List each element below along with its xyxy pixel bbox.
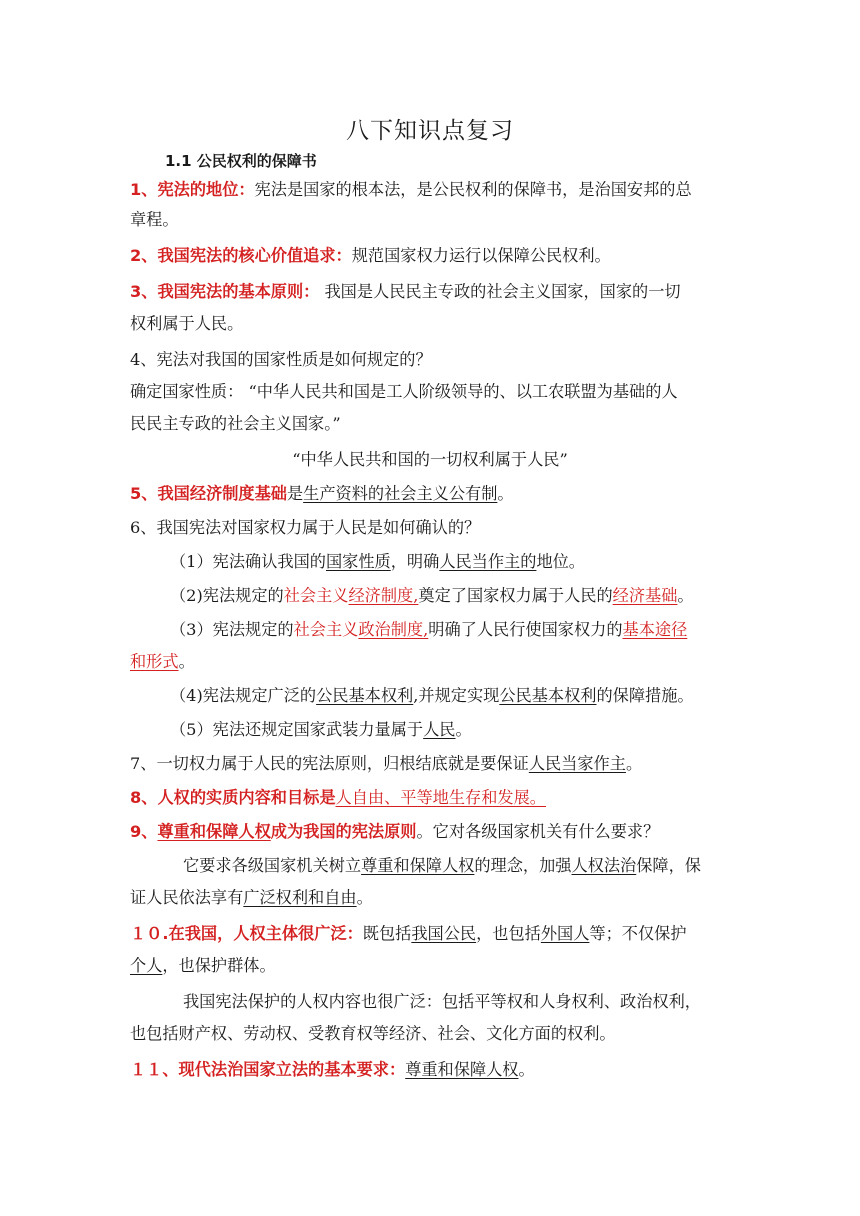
red-text: 社会主义 bbox=[293, 620, 359, 639]
text: 7、一切权力属于人民的宪法原则，归根结底就是要保证 bbox=[130, 754, 529, 773]
text: 。 bbox=[178, 652, 195, 671]
underlined-text: 个人 bbox=[130, 956, 163, 975]
red-underlined-text: 政治制度, bbox=[358, 620, 429, 639]
text: 。 bbox=[356, 888, 373, 907]
text-1: 宪法是国家的根本法，是公民权利的保障书，是治国安邦的总 bbox=[254, 180, 692, 199]
red-underlined-text: 经济基础 bbox=[612, 586, 678, 605]
heading-9-num: 9、 bbox=[130, 822, 158, 841]
heading-8: 8、人权的实质内容和目标是 bbox=[130, 788, 336, 807]
red-underlined-text: 基本途径 bbox=[622, 620, 688, 639]
underlined-text: 公民基本权利 bbox=[316, 686, 414, 705]
heading-2: 2、我国宪法的核心价值追求： bbox=[130, 246, 352, 265]
section-subtitle: 1.1 公民权利的保障书 bbox=[165, 152, 317, 170]
answer-9-line1 bbox=[183, 856, 793, 876]
paragraph-1 bbox=[130, 180, 740, 200]
text: 明确了人民行使国家权力的 bbox=[428, 620, 623, 639]
text: （1）宪法确认我国的 bbox=[170, 552, 326, 571]
answer-6-1 bbox=[170, 552, 780, 572]
text-5-underlined: 生产资料的社会主义公有制 bbox=[303, 484, 498, 503]
answer-6-3 bbox=[170, 620, 780, 640]
paragraph-10-cont bbox=[130, 956, 740, 976]
text: （3）宪法规定的 bbox=[170, 620, 294, 639]
heading-3: 3、我国宪法的基本原则： bbox=[130, 282, 320, 301]
text: ，也包括 bbox=[476, 924, 541, 943]
underlined-text: 广泛权利和自由 bbox=[243, 888, 357, 907]
text: ，也保护群体。 bbox=[162, 956, 276, 975]
text-5-end: 。 bbox=[497, 484, 514, 503]
underlined-text: 我国公民 bbox=[411, 924, 477, 943]
text-2: 规范国家权力运行以保障公民权利。 bbox=[351, 246, 611, 265]
question-6: 6、我国宪法对国家权力属于人民是如何确认的？ bbox=[130, 518, 481, 537]
text: 地位。 bbox=[536, 552, 585, 571]
answer-6-4 bbox=[170, 686, 780, 706]
red-text: 社会主义 bbox=[283, 586, 349, 605]
text: 保障，保 bbox=[636, 856, 701, 875]
underlined-text: 外国人 bbox=[540, 924, 590, 943]
text: ,并规定实现 bbox=[413, 686, 500, 705]
paragraph-3-cont: 权利属于人民。 bbox=[130, 314, 244, 333]
heading-9: 成为我国的宪法原则 bbox=[270, 822, 417, 841]
underlined-text: 人民 bbox=[423, 720, 456, 739]
answer-6-3-cont bbox=[130, 652, 740, 672]
underlined-text: 尊重和保障人权 bbox=[405, 1060, 519, 1079]
underlined-text: 人民当家作主 bbox=[528, 754, 626, 773]
paragraph-5 bbox=[130, 484, 740, 504]
text: 。 bbox=[455, 720, 472, 739]
heading-1: 1、宪法的地位： bbox=[130, 180, 255, 199]
red-underlined-text: 经济制度, bbox=[348, 586, 419, 605]
paragraph-7 bbox=[130, 754, 740, 774]
text-3: 我国是人民民主专政的社会主义国家，国家的一切 bbox=[319, 282, 681, 301]
answer-9-line2 bbox=[130, 888, 740, 908]
text-9: 。它对各级国家机关有什么要求？ bbox=[416, 822, 660, 841]
text: 它要求各级国家机关树立 bbox=[183, 856, 362, 875]
answer-4-line1: 确定国家性质： “中华人民共和国是工人阶级领导的、以工农联盟为基础的人 bbox=[130, 382, 678, 401]
underlined-text: 国家性质 bbox=[326, 552, 391, 571]
paragraph-9 bbox=[130, 822, 740, 842]
text: 证人民依法享有 bbox=[130, 888, 244, 907]
text: 奠定了国家权力属于人民的 bbox=[418, 586, 613, 605]
paragraph-10 bbox=[130, 924, 740, 944]
paragraph-10-extra-line2: 也包括财产权、劳动权、受教育权等经济、社会、文化方面的权利。 bbox=[130, 1024, 616, 1043]
paragraph-10-extra-line1: 我国宪法保护的人权内容也很广泛：包括平等权和人身权利、政治权利， bbox=[183, 992, 701, 1011]
answer-4-quote: “中华人民共和国的一切权利属于人民” bbox=[292, 450, 568, 469]
paragraph-2 bbox=[130, 246, 740, 266]
text: ，明确 bbox=[390, 552, 440, 571]
paragraph-11 bbox=[130, 1060, 740, 1080]
underlined-text: 公民基本权利 bbox=[499, 686, 597, 705]
question-4: 4、宪法对我国的国家性质是如何规定的？ bbox=[130, 350, 432, 369]
heading-11: １１、现代法治国家立法的基本要求： bbox=[130, 1060, 406, 1079]
text: 既包括 bbox=[362, 924, 412, 943]
heading-9-underlined: 尊重和保障人权 bbox=[157, 822, 271, 841]
underlined-text: 人民当作主的 bbox=[439, 552, 537, 571]
text: 。 bbox=[518, 1060, 535, 1079]
underlined-text: 尊重和保障人权 bbox=[361, 856, 475, 875]
text-5-mid: 是 bbox=[286, 484, 304, 503]
text: 。 bbox=[677, 586, 694, 605]
underlined-text: 人权法治 bbox=[571, 856, 637, 875]
paragraph-1-cont: 章程。 bbox=[130, 210, 179, 229]
paragraph-8 bbox=[130, 788, 740, 808]
red-underlined-text: 和形式 bbox=[130, 652, 179, 671]
text: （5）宪法还规定国家武装力量属于 bbox=[170, 720, 424, 739]
text: 等；不仅保护 bbox=[589, 924, 687, 943]
text: 的保障措施。 bbox=[596, 686, 694, 705]
paragraph-3 bbox=[130, 282, 740, 302]
heading-10: １０.在我国，人权主体很广泛： bbox=[130, 924, 363, 943]
text: 的理念，加强 bbox=[474, 856, 572, 875]
answer-6-2 bbox=[170, 586, 780, 606]
red-underlined-text: 人自由、平等地生存和发展。 bbox=[335, 788, 546, 807]
answer-6-5 bbox=[170, 720, 780, 740]
page-title: 八下知识点复习 bbox=[346, 118, 514, 144]
heading-5: 5、我国经济制度基础 bbox=[130, 484, 287, 503]
text: 。 bbox=[625, 754, 643, 773]
text: （4)宪法规定广泛的 bbox=[170, 686, 317, 705]
text: （2)宪法规定的 bbox=[170, 586, 284, 605]
answer-4-line2: 民民主专政的社会主义国家。” bbox=[130, 414, 341, 433]
